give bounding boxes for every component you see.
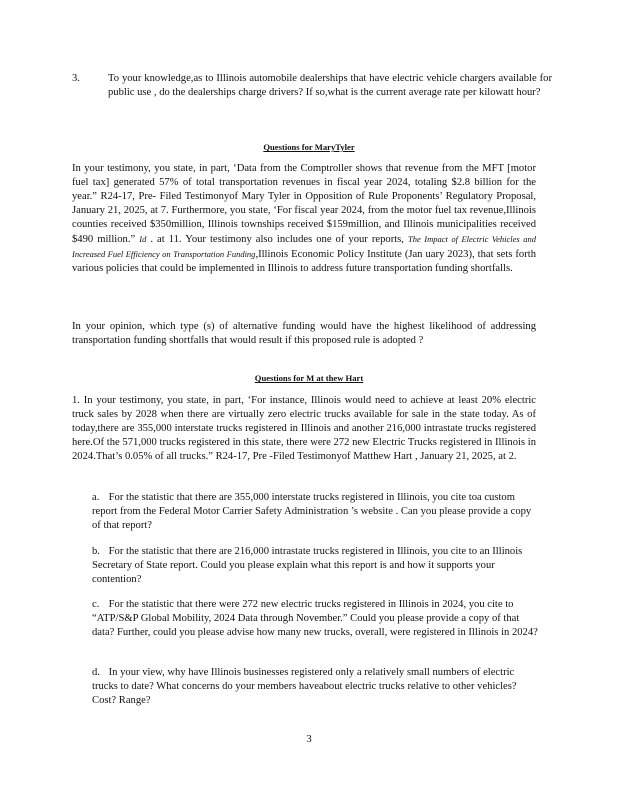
page-number: 3 <box>306 734 312 745</box>
section-heading-mary-tyler: Questions for MaryTyler <box>263 142 355 152</box>
sub-question-label: d. <box>92 667 100 678</box>
sub-question-label: c. <box>92 599 100 610</box>
sub-question-c <box>92 598 540 640</box>
sub-question-a <box>92 491 540 533</box>
paragraph-text: ,Illinois Economic Policy Institute (Jan uary 2023), that sets forth various policies that could be implemented in Illinois to address future transportation funding shortfalls. <box>72 249 537 274</box>
sub-question-text: For the statistic that there are 355,000 interstate trucks registered in Illinois, you cite toa custom report from the Federal Motor Carrier Safety Administration ’s website . Can you please provide a copy of that report? <box>92 492 532 531</box>
item-text: To your knowledge,as to Illinois automobile dealerships that have electric vehicle chargers available for public use , do the dealerships charge drivers? If so,what is the current average rate per kilowatt hour? <box>108 73 552 98</box>
sub-question-b <box>92 545 540 587</box>
question-item-3 <box>72 72 552 100</box>
sub-question-label: b. <box>92 546 100 557</box>
paragraph-text: . at 11. Your testimony also includes one of your reports, <box>150 234 404 245</box>
sub-question-text: For the statistic that there are 216,000 intrastate trucks registered in Illinois, you cite to an Illinois Secretary of State report. Could you please explain what this report is and how it supports your contention? <box>92 546 523 585</box>
sub-question-d <box>92 666 540 708</box>
sub-question-label: a. <box>92 492 100 503</box>
testimony-paragraph-mary-tyler <box>72 162 536 276</box>
report-title: The Impact of Electric Vehicles and Increased Fuel Efficiency on Transportation Funding <box>72 234 537 259</box>
sub-question-text: In your view, why have Illinois businesses registered only a relatively small numbers of electric trucks to date? What concerns do your members haveabout electric trucks relative to other vehicles? Cost? Range? <box>92 667 517 706</box>
item-number: 3. <box>72 73 80 84</box>
question-paragraph-mary-tyler: In your opinion, which type (s) of alternative funding would have the highest likelihood of addressing transportation funding shortfalls that would result if this proposed rule is adopted ? <box>72 321 536 346</box>
section-heading-matthew-hart: Questions for M at thew Hart <box>254 373 364 383</box>
testimony-paragraph-matthew-hart: 1. In your testimony, you state, in part, ‘For instance, Illinois would need to achieve at least 20% electric truck sales by 2028 when there are virtually zero electric trucks available for sale in the state today. As of today,there are 355,000 interstate trucks registered in Illinois and another 216,000 intrastate trucks registered here.Of the 571,000 trucks registered in this state, there were 272 new Electric Trucks registered in Illinois in 2024.That’s 0.05% of all trucks.” R24-17, Pre -Filed Testimonyof Matthew Hart , January 21, 2025, at 2. <box>72 395 536 462</box>
paragraph-text: In your testimony, you state, in part, ‘Data from the Comptroller shows that revenue from the MFT [motor fuel tax] generated 57% of total transportation revenues in fiscal year 2024, totaling $2.8 billion for the year.” R24-17, Pre- Filed Testimonyof Mary Tyler in Opposition of Rule Proponents’ Regulatory Proposal, January 21, 2025, at 7. Furthermore, you state, ‘For fiscal year 2024, from the motor fuel tax revenue,Illinois counties received $350million, Illinois townships received $159million, and Illinois municipalities received $490 million.” <box>72 163 536 245</box>
citation-id: Id <box>139 234 147 244</box>
sub-question-text: For the statistic that there were 272 new electric trucks registered in Illinois in 2024, you cite to “ATP/S&P Global Mobility, 2024 Data through November.” Could you please provide a copy of that data? Further, could you please advise how many new trucks, overall, were registered in Illinois in 2024? <box>92 599 538 638</box>
